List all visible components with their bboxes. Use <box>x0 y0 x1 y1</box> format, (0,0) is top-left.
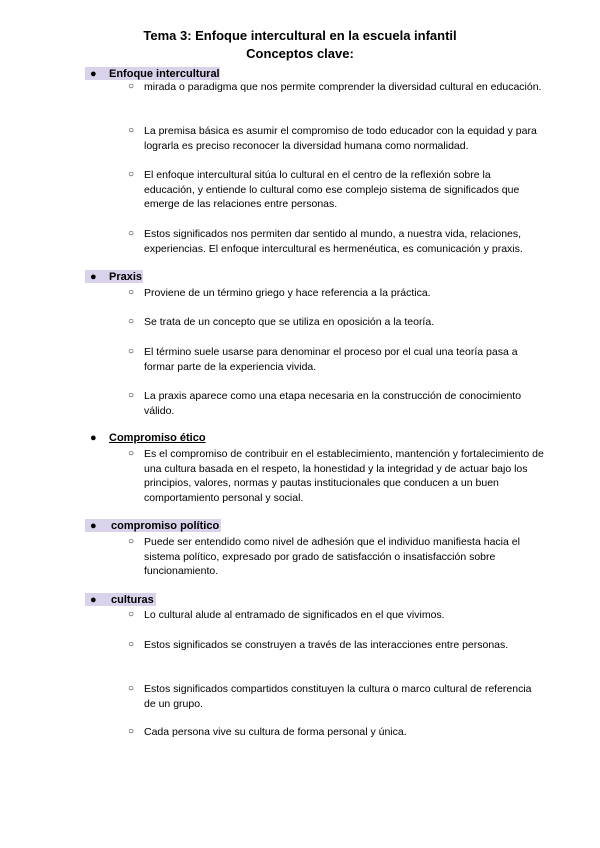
section-compromiso-etico <box>0 431 600 445</box>
bullet-icon: ● <box>90 520 97 532</box>
circle-bullet-icon: ○ <box>128 726 135 737</box>
list-item-text: Estos significados compartidos constituyen la cultura o marco cultural de referencia de un grupo. <box>144 683 532 710</box>
list-item-text: El enfoque intercultural sitúa lo cultural en el centro de la reflexión sobre la educación, y entiende lo cultural como ese complejo sistema de significados que emerge de las relaciones entre personas. <box>144 169 520 211</box>
list-item-text: La praxis aparece como una etapa necesaria en la construcción de conocimiento válido. <box>144 390 522 417</box>
list-item-text: Se trata de un concepto que se utiliza en oposición a la teoría. <box>144 316 435 328</box>
circle-bullet-icon: ○ <box>128 609 135 620</box>
list-item-text: El término suele usarse para denominar el proceso por el cual una teoría pasa a formar parte de la experiencia vivida. <box>144 346 518 373</box>
section-heading: Compromiso ético <box>109 432 206 444</box>
section-heading: culturas <box>111 594 154 606</box>
list-item-text: Es el compromiso de contribuir en el establecimiento, mantención y fortalecimiento de una cultura basada en el respeto, la honestidad y la integridad y de actuar bajo los principios, valores, normas y pautas institucionales que conducen a un buen comportamiento personal y social. <box>144 448 544 504</box>
circle-bullet-icon: ○ <box>128 287 135 298</box>
list-item-text: Lo cultural alude al entramado de significados en el que vivimos. <box>144 609 445 621</box>
circle-bullet-icon: ○ <box>128 125 135 136</box>
document-title: Tema 3: Enfoque intercultural en la escuela infantil <box>143 28 457 43</box>
section-culturas <box>0 593 600 607</box>
bullet-icon: ● <box>90 432 97 444</box>
circle-bullet-icon: ○ <box>128 639 135 650</box>
circle-bullet-icon: ○ <box>128 228 135 239</box>
section-praxis <box>0 270 600 284</box>
circle-bullet-icon: ○ <box>128 683 135 694</box>
bullet-icon: ● <box>90 68 97 80</box>
circle-bullet-icon: ○ <box>128 316 135 327</box>
section-heading: compromiso político <box>111 520 220 532</box>
list-item-text: La premisa básica es asumir el compromiso de todo educador con la equidad y para lograrla es preciso reconocer la diversidad humana como normalidad. <box>144 125 537 152</box>
circle-bullet-icon: ○ <box>128 346 135 357</box>
list-item-text: Puede ser entendido como nivel de adhesión que el individuo manifiesta hacia el sistema político, expresado por grado de satisfacción o insatisfacción sobre funcionamiento. <box>144 536 520 578</box>
bullet-icon: ● <box>90 594 97 606</box>
list-item-text: Cada persona vive su cultura de forma personal y única. <box>144 726 407 738</box>
section-compromiso-politico <box>0 519 600 533</box>
list-item-text: mirada o paradigma que nos permite comprender la diversidad cultural en educación. <box>144 81 542 93</box>
list-item-text: Estos significados nos permiten dar sentido al mundo, a nuestra vida, relaciones, experiencias. El enfoque intercultural es hermenéutica, es comunicación y praxis. <box>144 228 523 255</box>
circle-bullet-icon: ○ <box>128 536 135 547</box>
circle-bullet-icon: ○ <box>128 81 135 92</box>
list-item-text: Proviene de un término griego y hace referencia a la práctica. <box>144 287 431 299</box>
list-item-text: Estos significados se construyen a través de las interacciones entre personas. <box>144 639 509 651</box>
circle-bullet-icon: ○ <box>128 169 135 180</box>
bullet-icon: ● <box>90 271 97 283</box>
section-heading: Praxis <box>109 271 143 283</box>
document-subtitle: Conceptos clave: <box>246 46 354 61</box>
section-heading: Enfoque intercultural <box>109 68 220 80</box>
circle-bullet-icon: ○ <box>128 390 135 401</box>
section-enfoque-intercultural <box>0 67 600 81</box>
circle-bullet-icon: ○ <box>128 448 135 459</box>
